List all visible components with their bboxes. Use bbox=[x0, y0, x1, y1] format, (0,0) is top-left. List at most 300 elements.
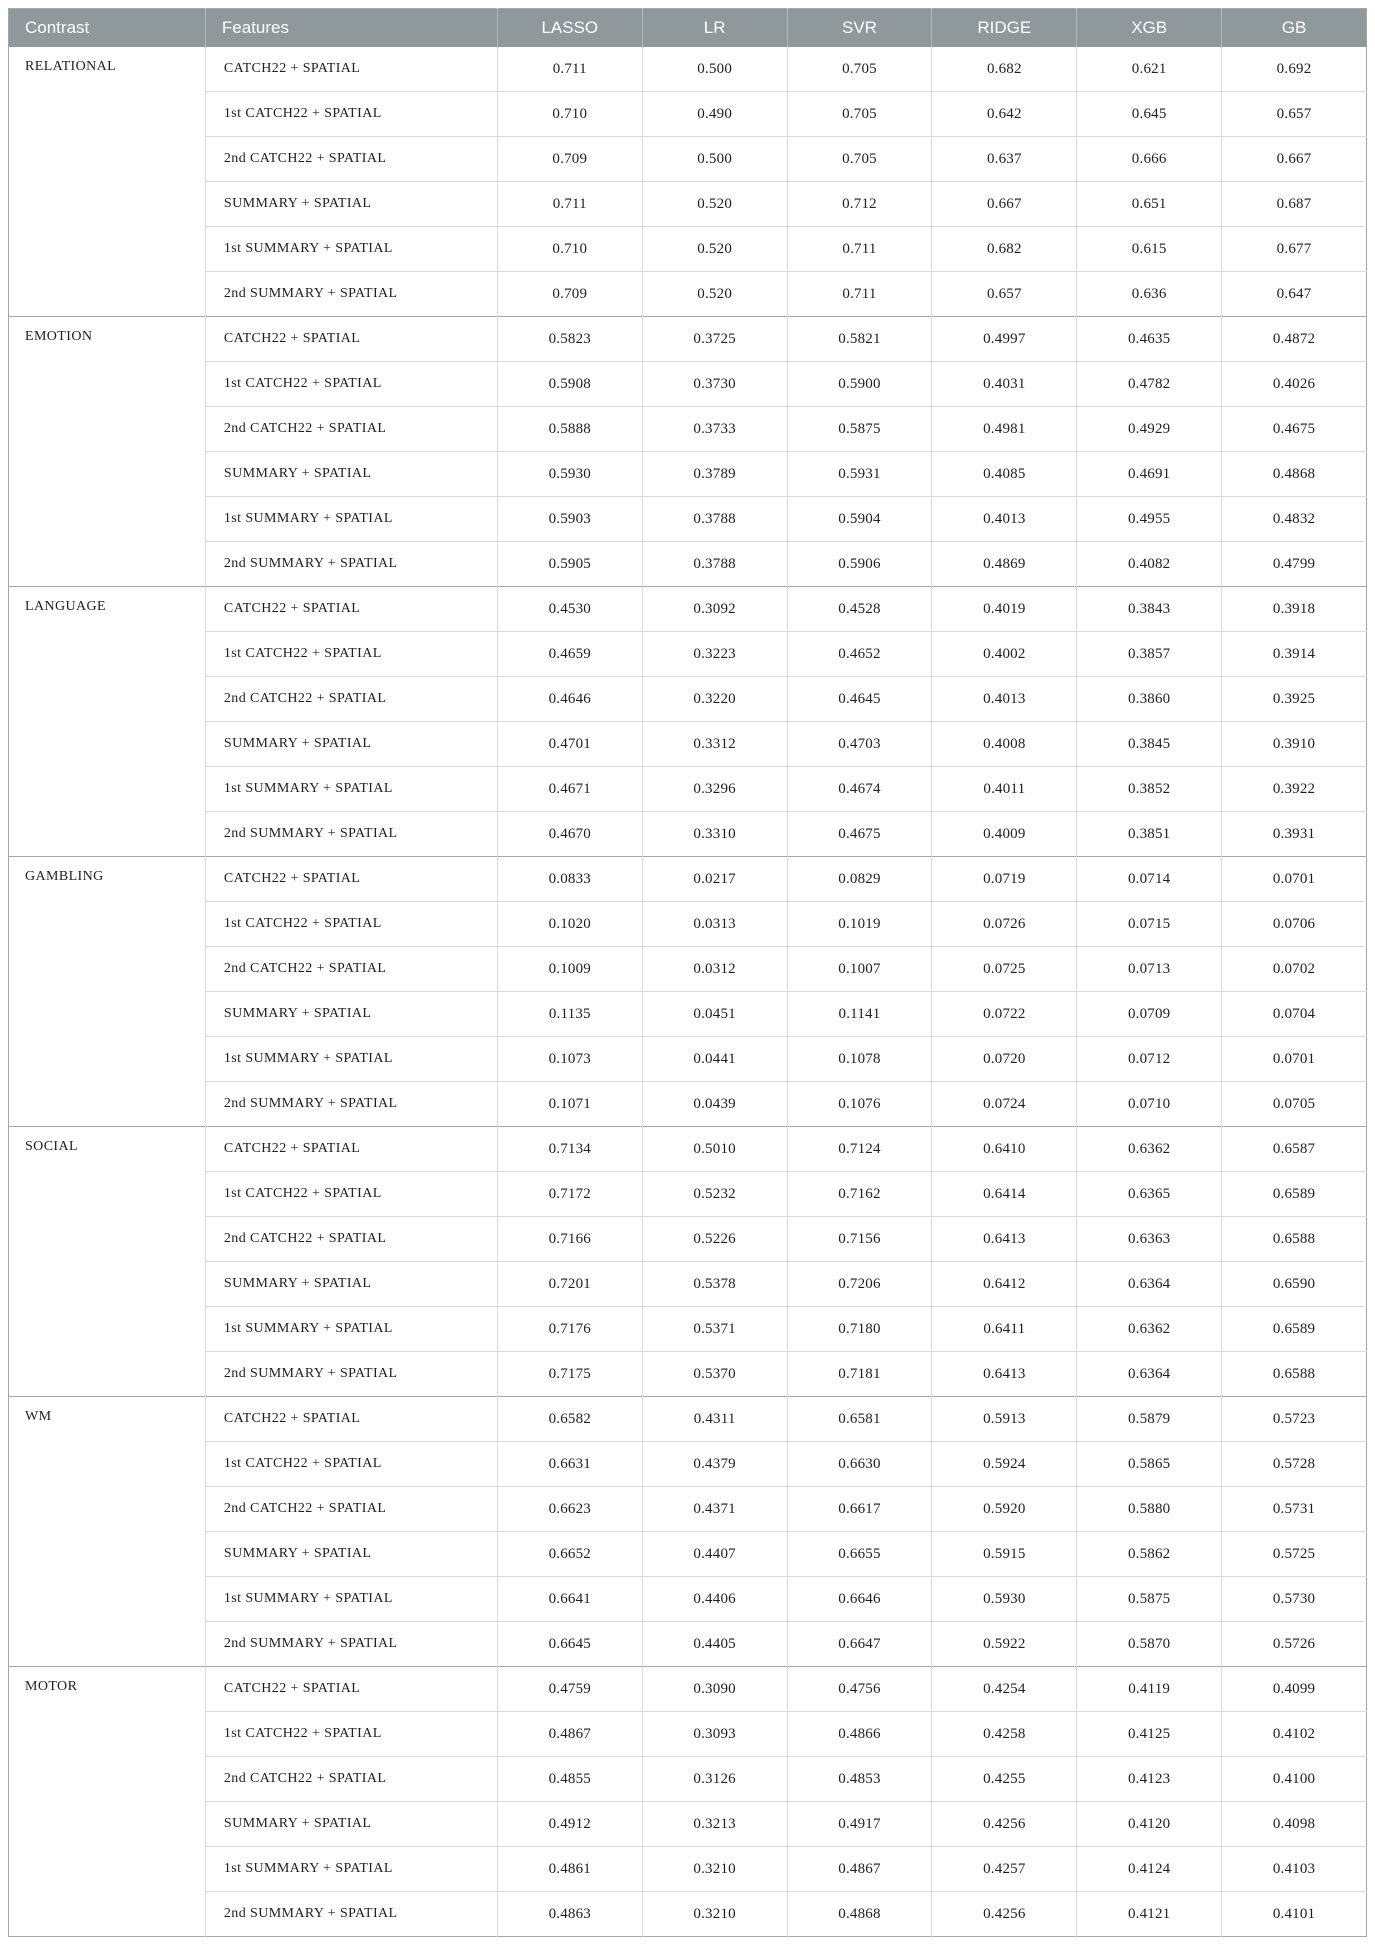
column-header-lasso: LASSO bbox=[497, 9, 642, 48]
table-row bbox=[9, 1757, 1367, 1802]
table-row bbox=[9, 1892, 1367, 1937]
value-cell-gb: 0.5731 bbox=[1222, 1487, 1367, 1532]
value-cell-xgb: 0.666 bbox=[1077, 137, 1222, 182]
table-row bbox=[9, 1487, 1367, 1532]
value-cell-lr: 0.520 bbox=[642, 182, 787, 227]
table-row bbox=[9, 137, 1367, 182]
value-cell-ridge: 0.6414 bbox=[932, 1172, 1077, 1217]
value-cell-lr: 0.3725 bbox=[642, 317, 787, 362]
value-cell-svr: 0.711 bbox=[787, 272, 932, 317]
value-cell-lr: 0.500 bbox=[642, 137, 787, 182]
table-header bbox=[9, 9, 1367, 48]
table-row bbox=[9, 272, 1367, 317]
value-cell-gb: 0.6588 bbox=[1222, 1352, 1367, 1397]
value-cell-ridge: 0.5915 bbox=[932, 1532, 1077, 1577]
value-cell-ridge: 0.4256 bbox=[932, 1892, 1077, 1937]
value-cell-svr: 0.705 bbox=[787, 92, 932, 137]
value-cell-xgb: 0.4635 bbox=[1077, 317, 1222, 362]
table-row bbox=[9, 542, 1367, 587]
value-cell-xgb: 0.4121 bbox=[1077, 1892, 1222, 1937]
value-cell-ridge: 0.4013 bbox=[932, 677, 1077, 722]
results-table bbox=[8, 8, 1367, 1937]
features-cell: SUMMARY + SPATIAL bbox=[205, 722, 497, 767]
value-cell-ridge: 0.4869 bbox=[932, 542, 1077, 587]
value-cell-lasso: 0.4701 bbox=[497, 722, 642, 767]
value-cell-gb: 0.647 bbox=[1222, 272, 1367, 317]
value-cell-gb: 0.3931 bbox=[1222, 812, 1367, 857]
value-cell-ridge: 0.6413 bbox=[932, 1217, 1077, 1262]
features-cell: 2nd SUMMARY + SPATIAL bbox=[205, 1082, 497, 1127]
value-cell-lr: 0.3092 bbox=[642, 587, 787, 632]
value-cell-xgb: 0.6364 bbox=[1077, 1352, 1222, 1397]
value-cell-xgb: 0.4124 bbox=[1077, 1847, 1222, 1892]
value-cell-xgb: 0.0715 bbox=[1077, 902, 1222, 947]
table-row bbox=[9, 47, 1367, 92]
table-row bbox=[9, 767, 1367, 812]
value-cell-lr: 0.3210 bbox=[642, 1892, 787, 1937]
value-cell-lasso: 0.0833 bbox=[497, 857, 642, 902]
value-cell-lasso: 0.6582 bbox=[497, 1397, 642, 1442]
table-row bbox=[9, 1262, 1367, 1307]
value-cell-lasso: 0.711 bbox=[497, 182, 642, 227]
value-cell-lasso: 0.6652 bbox=[497, 1532, 642, 1577]
value-cell-ridge: 0.5913 bbox=[932, 1397, 1077, 1442]
value-cell-lasso: 0.4670 bbox=[497, 812, 642, 857]
table-row bbox=[9, 317, 1367, 362]
value-cell-lr: 0.0451 bbox=[642, 992, 787, 1037]
value-cell-svr: 0.4703 bbox=[787, 722, 932, 767]
value-cell-xgb: 0.4125 bbox=[1077, 1712, 1222, 1757]
value-cell-ridge: 0.4002 bbox=[932, 632, 1077, 677]
value-cell-svr: 0.0829 bbox=[787, 857, 932, 902]
value-cell-lr: 0.4311 bbox=[642, 1397, 787, 1442]
value-cell-ridge: 0.5922 bbox=[932, 1622, 1077, 1667]
value-cell-lr: 0.3213 bbox=[642, 1802, 787, 1847]
value-cell-gb: 0.3922 bbox=[1222, 767, 1367, 812]
value-cell-ridge: 0.682 bbox=[932, 47, 1077, 92]
value-cell-svr: 0.7206 bbox=[787, 1262, 932, 1307]
value-cell-lr: 0.5226 bbox=[642, 1217, 787, 1262]
features-cell: 2nd SUMMARY + SPATIAL bbox=[205, 272, 497, 317]
features-cell: 2nd CATCH22 + SPATIAL bbox=[205, 1217, 497, 1262]
value-cell-lasso: 0.4867 bbox=[497, 1712, 642, 1757]
value-cell-svr: 0.4867 bbox=[787, 1847, 932, 1892]
value-cell-xgb: 0.4123 bbox=[1077, 1757, 1222, 1802]
features-cell: 1st CATCH22 + SPATIAL bbox=[205, 1172, 497, 1217]
value-cell-lr: 0.500 bbox=[642, 47, 787, 92]
features-cell: SUMMARY + SPATIAL bbox=[205, 992, 497, 1037]
features-cell: 1st SUMMARY + SPATIAL bbox=[205, 767, 497, 812]
features-cell: 2nd SUMMARY + SPATIAL bbox=[205, 1622, 497, 1667]
value-cell-xgb: 0.5879 bbox=[1077, 1397, 1222, 1442]
table-row bbox=[9, 92, 1367, 137]
value-cell-lr: 0.3789 bbox=[642, 452, 787, 497]
value-cell-ridge: 0.4254 bbox=[932, 1667, 1077, 1712]
value-cell-lr: 0.0312 bbox=[642, 947, 787, 992]
value-cell-lasso: 0.1071 bbox=[497, 1082, 642, 1127]
value-cell-lasso: 0.4863 bbox=[497, 1892, 642, 1937]
value-cell-lasso: 0.7134 bbox=[497, 1127, 642, 1172]
features-cell: 2nd CATCH22 + SPATIAL bbox=[205, 137, 497, 182]
value-cell-xgb: 0.3851 bbox=[1077, 812, 1222, 857]
features-cell: SUMMARY + SPATIAL bbox=[205, 452, 497, 497]
value-cell-svr: 0.4866 bbox=[787, 1712, 932, 1757]
value-cell-xgb: 0.0710 bbox=[1077, 1082, 1222, 1127]
table-row bbox=[9, 632, 1367, 677]
value-cell-svr: 0.7180 bbox=[787, 1307, 932, 1352]
table-row bbox=[9, 812, 1367, 857]
table-row bbox=[9, 1802, 1367, 1847]
value-cell-gb: 0.4103 bbox=[1222, 1847, 1367, 1892]
value-cell-xgb: 0.5880 bbox=[1077, 1487, 1222, 1532]
value-cell-lr: 0.4371 bbox=[642, 1487, 787, 1532]
table-row bbox=[9, 1217, 1367, 1262]
table-row bbox=[9, 1577, 1367, 1622]
value-cell-lr: 0.3093 bbox=[642, 1712, 787, 1757]
value-cell-gb: 0.6589 bbox=[1222, 1172, 1367, 1217]
value-cell-gb: 0.667 bbox=[1222, 137, 1367, 182]
features-cell: 2nd CATCH22 + SPATIAL bbox=[205, 407, 497, 452]
value-cell-xgb: 0.5870 bbox=[1077, 1622, 1222, 1667]
value-cell-ridge: 0.682 bbox=[932, 227, 1077, 272]
value-cell-gb: 0.0706 bbox=[1222, 902, 1367, 947]
value-cell-lasso: 0.709 bbox=[497, 137, 642, 182]
value-cell-svr: 0.6655 bbox=[787, 1532, 932, 1577]
value-cell-xgb: 0.4120 bbox=[1077, 1802, 1222, 1847]
value-cell-lasso: 0.711 bbox=[497, 47, 642, 92]
value-cell-ridge: 0.0722 bbox=[932, 992, 1077, 1037]
table-row bbox=[9, 1532, 1367, 1577]
value-cell-lr: 0.3090 bbox=[642, 1667, 787, 1712]
table-row bbox=[9, 1037, 1367, 1082]
table-row bbox=[9, 1847, 1367, 1892]
value-cell-gb: 0.6590 bbox=[1222, 1262, 1367, 1307]
value-cell-xgb: 0.6362 bbox=[1077, 1307, 1222, 1352]
value-cell-lasso: 0.5930 bbox=[497, 452, 642, 497]
value-cell-xgb: 0.0709 bbox=[1077, 992, 1222, 1037]
table-row bbox=[9, 1442, 1367, 1487]
features-cell: 2nd CATCH22 + SPATIAL bbox=[205, 677, 497, 722]
table-row bbox=[9, 902, 1367, 947]
table-row bbox=[9, 1352, 1367, 1397]
value-cell-lr: 0.0441 bbox=[642, 1037, 787, 1082]
contrast-cell-language: LANGUAGE bbox=[9, 587, 206, 857]
table-row bbox=[9, 1667, 1367, 1712]
value-cell-lr: 0.3223 bbox=[642, 632, 787, 677]
table-row bbox=[9, 452, 1367, 497]
value-cell-ridge: 0.4031 bbox=[932, 362, 1077, 407]
features-cell: SUMMARY + SPATIAL bbox=[205, 182, 497, 227]
value-cell-gb: 0.4868 bbox=[1222, 452, 1367, 497]
value-cell-gb: 0.0701 bbox=[1222, 857, 1367, 902]
value-cell-xgb: 0.4119 bbox=[1077, 1667, 1222, 1712]
value-cell-ridge: 0.4258 bbox=[932, 1712, 1077, 1757]
value-cell-lr: 0.4407 bbox=[642, 1532, 787, 1577]
value-cell-gb: 0.3910 bbox=[1222, 722, 1367, 767]
value-cell-ridge: 0.0720 bbox=[932, 1037, 1077, 1082]
value-cell-xgb: 0.5875 bbox=[1077, 1577, 1222, 1622]
value-cell-lasso: 0.5905 bbox=[497, 542, 642, 587]
value-cell-svr: 0.4756 bbox=[787, 1667, 932, 1712]
column-header-contrast: Contrast bbox=[9, 9, 206, 48]
features-cell: 1st SUMMARY + SPATIAL bbox=[205, 497, 497, 542]
value-cell-lasso: 0.4671 bbox=[497, 767, 642, 812]
table-row bbox=[9, 497, 1367, 542]
value-cell-lasso: 0.1020 bbox=[497, 902, 642, 947]
contrast-cell-gambling: GAMBLING bbox=[9, 857, 206, 1127]
value-cell-xgb: 0.3860 bbox=[1077, 677, 1222, 722]
value-cell-lasso: 0.4530 bbox=[497, 587, 642, 632]
value-cell-gb: 0.5725 bbox=[1222, 1532, 1367, 1577]
features-cell: 1st CATCH22 + SPATIAL bbox=[205, 632, 497, 677]
features-cell: CATCH22 + SPATIAL bbox=[205, 1667, 497, 1712]
value-cell-lr: 0.5232 bbox=[642, 1172, 787, 1217]
value-cell-svr: 0.4674 bbox=[787, 767, 932, 812]
value-cell-xgb: 0.5865 bbox=[1077, 1442, 1222, 1487]
value-cell-gb: 0.6587 bbox=[1222, 1127, 1367, 1172]
value-cell-xgb: 0.615 bbox=[1077, 227, 1222, 272]
value-cell-ridge: 0.5930 bbox=[932, 1577, 1077, 1622]
features-cell: 1st SUMMARY + SPATIAL bbox=[205, 1577, 497, 1622]
value-cell-gb: 0.4098 bbox=[1222, 1802, 1367, 1847]
value-cell-lasso: 0.4861 bbox=[497, 1847, 642, 1892]
features-cell: SUMMARY + SPATIAL bbox=[205, 1532, 497, 1577]
value-cell-lr: 0.3210 bbox=[642, 1847, 787, 1892]
value-cell-svr: 0.711 bbox=[787, 227, 932, 272]
value-cell-svr: 0.705 bbox=[787, 47, 932, 92]
value-cell-xgb: 0.3843 bbox=[1077, 587, 1222, 632]
features-cell: SUMMARY + SPATIAL bbox=[205, 1262, 497, 1307]
column-header-ridge: RIDGE bbox=[932, 9, 1077, 48]
value-cell-lasso: 0.6641 bbox=[497, 1577, 642, 1622]
value-cell-ridge: 0.4008 bbox=[932, 722, 1077, 767]
contrast-cell-social: SOCIAL bbox=[9, 1127, 206, 1397]
value-cell-ridge: 0.4257 bbox=[932, 1847, 1077, 1892]
value-cell-lr: 0.3730 bbox=[642, 362, 787, 407]
value-cell-svr: 0.7156 bbox=[787, 1217, 932, 1262]
value-cell-gb: 0.4102 bbox=[1222, 1712, 1367, 1757]
value-cell-lasso: 0.5888 bbox=[497, 407, 642, 452]
value-cell-ridge: 0.6410 bbox=[932, 1127, 1077, 1172]
table-row bbox=[9, 407, 1367, 452]
value-cell-lr: 0.520 bbox=[642, 227, 787, 272]
table-row bbox=[9, 1172, 1367, 1217]
value-cell-ridge: 0.6412 bbox=[932, 1262, 1077, 1307]
table-row bbox=[9, 227, 1367, 272]
value-cell-xgb: 0.4955 bbox=[1077, 497, 1222, 542]
value-cell-svr: 0.6617 bbox=[787, 1487, 932, 1532]
value-cell-gb: 0.0705 bbox=[1222, 1082, 1367, 1127]
value-cell-xgb: 0.4929 bbox=[1077, 407, 1222, 452]
column-header-features: Features bbox=[205, 9, 497, 48]
value-cell-svr: 0.6647 bbox=[787, 1622, 932, 1667]
value-cell-gb: 0.4100 bbox=[1222, 1757, 1367, 1802]
value-cell-svr: 0.712 bbox=[787, 182, 932, 227]
value-cell-ridge: 0.4009 bbox=[932, 812, 1077, 857]
table-row bbox=[9, 182, 1367, 227]
value-cell-svr: 0.1076 bbox=[787, 1082, 932, 1127]
value-cell-lasso: 0.1073 bbox=[497, 1037, 642, 1082]
value-cell-svr: 0.1141 bbox=[787, 992, 932, 1037]
value-cell-ridge: 0.657 bbox=[932, 272, 1077, 317]
value-cell-gb: 0.3918 bbox=[1222, 587, 1367, 632]
features-cell: 2nd SUMMARY + SPATIAL bbox=[205, 812, 497, 857]
table-row bbox=[9, 362, 1367, 407]
value-cell-gb: 0.5723 bbox=[1222, 1397, 1367, 1442]
features-cell: CATCH22 + SPATIAL bbox=[205, 317, 497, 362]
column-header-svr: SVR bbox=[787, 9, 932, 48]
features-cell: 1st SUMMARY + SPATIAL bbox=[205, 227, 497, 272]
table-row bbox=[9, 722, 1367, 767]
value-cell-ridge: 0.4085 bbox=[932, 452, 1077, 497]
value-cell-ridge: 0.4256 bbox=[932, 1802, 1077, 1847]
value-cell-gb: 0.4832 bbox=[1222, 497, 1367, 542]
value-cell-gb: 0.3925 bbox=[1222, 677, 1367, 722]
value-cell-lasso: 0.4912 bbox=[497, 1802, 642, 1847]
table-body bbox=[9, 47, 1367, 1937]
value-cell-xgb: 0.651 bbox=[1077, 182, 1222, 227]
value-cell-lasso: 0.710 bbox=[497, 227, 642, 272]
table-row bbox=[9, 1712, 1367, 1757]
value-cell-svr: 0.4645 bbox=[787, 677, 932, 722]
features-cell: CATCH22 + SPATIAL bbox=[205, 587, 497, 632]
value-cell-xgb: 0.4082 bbox=[1077, 542, 1222, 587]
features-cell: 1st CATCH22 + SPATIAL bbox=[205, 902, 497, 947]
value-cell-lasso: 0.5823 bbox=[497, 317, 642, 362]
value-cell-gb: 0.687 bbox=[1222, 182, 1367, 227]
value-cell-gb: 0.4101 bbox=[1222, 1892, 1367, 1937]
value-cell-ridge: 0.0726 bbox=[932, 902, 1077, 947]
value-cell-lasso: 0.6645 bbox=[497, 1622, 642, 1667]
value-cell-lr: 0.5378 bbox=[642, 1262, 787, 1307]
value-cell-svr: 0.7124 bbox=[787, 1127, 932, 1172]
value-cell-ridge: 0.4981 bbox=[932, 407, 1077, 452]
value-cell-xgb: 0.4782 bbox=[1077, 362, 1222, 407]
value-cell-svr: 0.7162 bbox=[787, 1172, 932, 1217]
value-cell-lr: 0.4406 bbox=[642, 1577, 787, 1622]
value-cell-lasso: 0.709 bbox=[497, 272, 642, 317]
value-cell-svr: 0.1019 bbox=[787, 902, 932, 947]
value-cell-ridge: 0.4255 bbox=[932, 1757, 1077, 1802]
value-cell-xgb: 0.4691 bbox=[1077, 452, 1222, 497]
features-cell: 1st SUMMARY + SPATIAL bbox=[205, 1307, 497, 1352]
value-cell-xgb: 0.0712 bbox=[1077, 1037, 1222, 1082]
value-cell-svr: 0.1078 bbox=[787, 1037, 932, 1082]
value-cell-lasso: 0.7172 bbox=[497, 1172, 642, 1217]
value-cell-svr: 0.705 bbox=[787, 137, 932, 182]
features-cell: 1st SUMMARY + SPATIAL bbox=[205, 1847, 497, 1892]
value-cell-xgb: 0.636 bbox=[1077, 272, 1222, 317]
value-cell-lr: 0.4379 bbox=[642, 1442, 787, 1487]
value-cell-ridge: 0.0724 bbox=[932, 1082, 1077, 1127]
value-cell-lr: 0.4405 bbox=[642, 1622, 787, 1667]
features-cell: 2nd CATCH22 + SPATIAL bbox=[205, 947, 497, 992]
value-cell-xgb: 0.6363 bbox=[1077, 1217, 1222, 1262]
value-cell-gb: 0.0704 bbox=[1222, 992, 1367, 1037]
features-cell: 2nd CATCH22 + SPATIAL bbox=[205, 1487, 497, 1532]
value-cell-gb: 0.0701 bbox=[1222, 1037, 1367, 1082]
value-cell-xgb: 0.6362 bbox=[1077, 1127, 1222, 1172]
value-cell-gb: 0.4026 bbox=[1222, 362, 1367, 407]
features-cell: 1st CATCH22 + SPATIAL bbox=[205, 1442, 497, 1487]
value-cell-gb: 0.6588 bbox=[1222, 1217, 1367, 1262]
value-cell-gb: 0.5730 bbox=[1222, 1577, 1367, 1622]
value-cell-gb: 0.0702 bbox=[1222, 947, 1367, 992]
value-cell-lasso: 0.7201 bbox=[497, 1262, 642, 1307]
table-row bbox=[9, 1127, 1367, 1172]
value-cell-lasso: 0.4855 bbox=[497, 1757, 642, 1802]
value-cell-svr: 0.5821 bbox=[787, 317, 932, 362]
value-cell-ridge: 0.5920 bbox=[932, 1487, 1077, 1532]
value-cell-ridge: 0.0725 bbox=[932, 947, 1077, 992]
features-cell: 1st CATCH22 + SPATIAL bbox=[205, 92, 497, 137]
value-cell-svr: 0.5931 bbox=[787, 452, 932, 497]
value-cell-gb: 0.4675 bbox=[1222, 407, 1367, 452]
value-cell-xgb: 0.5862 bbox=[1077, 1532, 1222, 1577]
value-cell-svr: 0.5904 bbox=[787, 497, 932, 542]
value-cell-lr: 0.3310 bbox=[642, 812, 787, 857]
value-cell-ridge: 0.642 bbox=[932, 92, 1077, 137]
value-cell-svr: 0.5875 bbox=[787, 407, 932, 452]
value-cell-svr: 0.6630 bbox=[787, 1442, 932, 1487]
features-cell: 1st CATCH22 + SPATIAL bbox=[205, 1712, 497, 1757]
value-cell-lr: 0.3788 bbox=[642, 497, 787, 542]
value-cell-lasso: 0.7176 bbox=[497, 1307, 642, 1352]
value-cell-lr: 0.3312 bbox=[642, 722, 787, 767]
value-cell-gb: 0.4099 bbox=[1222, 1667, 1367, 1712]
table-row bbox=[9, 1082, 1367, 1127]
value-cell-xgb: 0.3857 bbox=[1077, 632, 1222, 677]
value-cell-ridge: 0.6413 bbox=[932, 1352, 1077, 1397]
value-cell-lr: 0.3126 bbox=[642, 1757, 787, 1802]
value-cell-lr: 0.3788 bbox=[642, 542, 787, 587]
value-cell-lr: 0.0313 bbox=[642, 902, 787, 947]
contrast-cell-wm: WM bbox=[9, 1397, 206, 1667]
value-cell-lasso: 0.6623 bbox=[497, 1487, 642, 1532]
value-cell-gb: 0.3914 bbox=[1222, 632, 1367, 677]
value-cell-svr: 0.4868 bbox=[787, 1892, 932, 1937]
value-cell-lasso: 0.4659 bbox=[497, 632, 642, 677]
value-cell-lasso: 0.6631 bbox=[497, 1442, 642, 1487]
value-cell-ridge: 0.5924 bbox=[932, 1442, 1077, 1487]
contrast-cell-emotion: EMOTION bbox=[9, 317, 206, 587]
value-cell-svr: 0.6646 bbox=[787, 1577, 932, 1622]
value-cell-gb: 0.6589 bbox=[1222, 1307, 1367, 1352]
features-cell: 2nd CATCH22 + SPATIAL bbox=[205, 1757, 497, 1802]
table-row bbox=[9, 992, 1367, 1037]
table-row bbox=[9, 1397, 1367, 1442]
value-cell-ridge: 0.4011 bbox=[932, 767, 1077, 812]
table-row bbox=[9, 857, 1367, 902]
value-cell-lasso: 0.7166 bbox=[497, 1217, 642, 1262]
value-cell-lasso: 0.5903 bbox=[497, 497, 642, 542]
value-cell-lasso: 0.1009 bbox=[497, 947, 642, 992]
value-cell-lasso: 0.1135 bbox=[497, 992, 642, 1037]
features-cell: CATCH22 + SPATIAL bbox=[205, 857, 497, 902]
value-cell-lasso: 0.4646 bbox=[497, 677, 642, 722]
value-cell-xgb: 0.3852 bbox=[1077, 767, 1222, 812]
value-cell-ridge: 0.637 bbox=[932, 137, 1077, 182]
features-cell: CATCH22 + SPATIAL bbox=[205, 47, 497, 92]
value-cell-xgb: 0.0713 bbox=[1077, 947, 1222, 992]
value-cell-lr: 0.520 bbox=[642, 272, 787, 317]
value-cell-ridge: 0.667 bbox=[932, 182, 1077, 227]
value-cell-svr: 0.4675 bbox=[787, 812, 932, 857]
value-cell-svr: 0.4528 bbox=[787, 587, 932, 632]
value-cell-gb: 0.5726 bbox=[1222, 1622, 1367, 1667]
value-cell-gb: 0.677 bbox=[1222, 227, 1367, 272]
table-row bbox=[9, 1307, 1367, 1352]
